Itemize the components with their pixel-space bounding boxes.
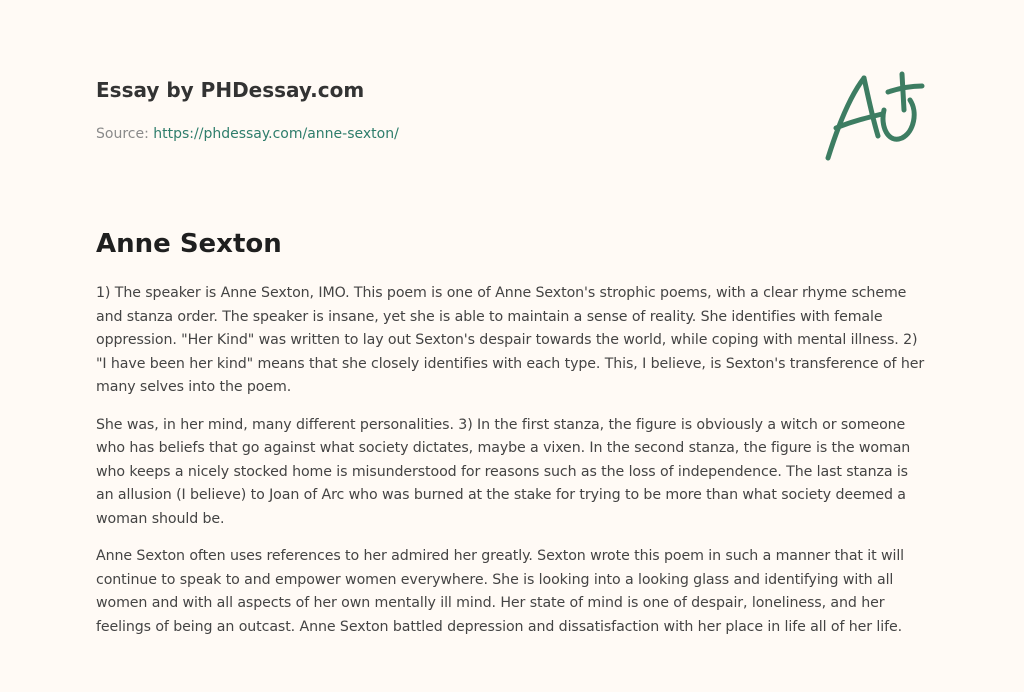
essay-content — [96, 226, 928, 653]
site-title: Essay by PHDessay.com — [96, 78, 365, 102]
source-label: Source: — [96, 126, 154, 142]
essay-paragraph: Anne Sexton often uses references to her admired her greatly. Sexton wrote this poem in such a manner that it will continue to speak to and empower women everywhere. She is looking into a looking glass and identifying with all women and with all aspects of her own mentally ill mind. Her state of mind is one of despair, loneliness, and her feelings of being an outcast. Anne Sexton battled depression and dissatisfaction with her place in life all of her life. — [96, 548, 905, 635]
essay-paragraph: 1) The speaker is Anne Sexton, IMO. This poem is one of Anne Sexton's strophic poems, with a clear rhyme scheme and stanza order. The speaker is insane, yet she is able to maintain a sense of reality. She identifies with female oppression. "Her Kind" was written to lay out Sexton's despair towards the world, while coping with mental illness. 2) "I have been her kind" means that she closely identifies with each type. This, I believe, is Sexton's transference of her many selves into the poem. — [96, 285, 925, 395]
page-header — [96, 76, 796, 144]
source-link[interactable]: https://phdessay.com/anne-sexton/ — [153, 126, 399, 142]
essay-paragraph: She was, in her mind, many different personalities. 3) In the first stanza, the figure is obviously a witch or someone who has beliefs that go against what society dictates, maybe a vixen. In the second stanza, the figure is the woman who keeps a nicely stocked home is misunderstood for reasons such as the loss of independence. The last stanza is an allusion (I believe) to Joan of Arc who was burned at the stake for trying to be more than what society deemed a woman should be. — [96, 416, 911, 527]
a-plus-grade-icon — [818, 66, 930, 166]
source-line — [96, 124, 796, 144]
essay-title: Anne Sexton — [96, 229, 282, 259]
essay-body — [96, 282, 928, 639]
